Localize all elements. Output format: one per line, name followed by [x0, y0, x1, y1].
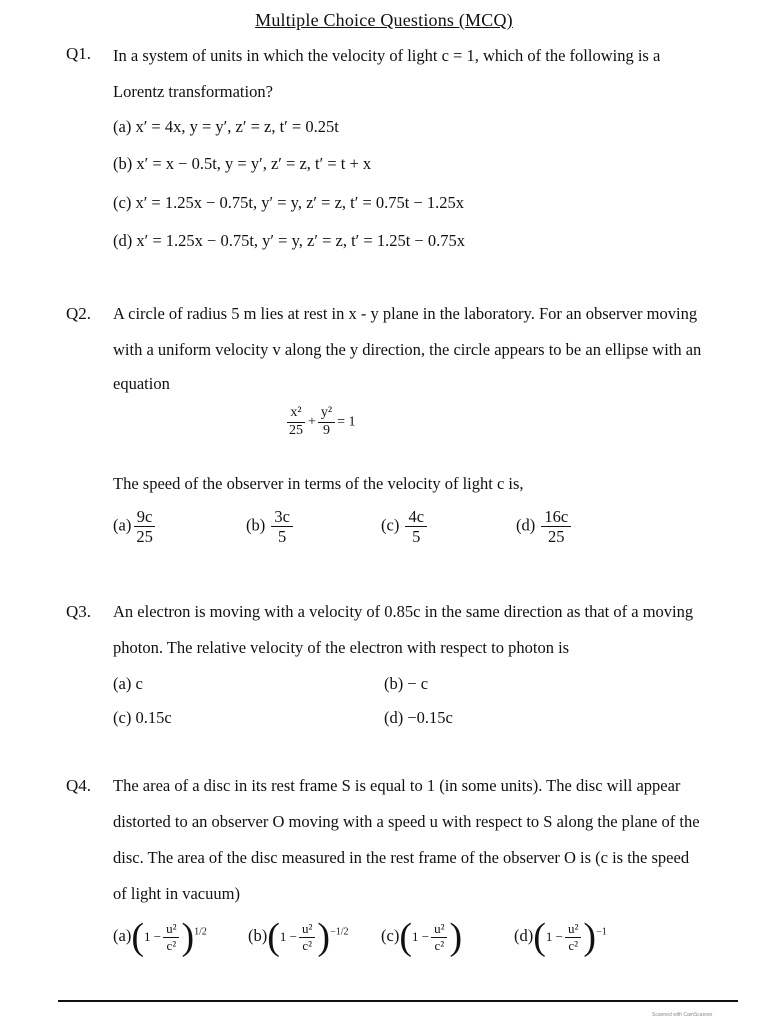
scanner-watermark: Scanned with CamScanner: [652, 1012, 713, 1018]
q2-option-d-label: (d): [516, 515, 536, 535]
q1-text-line-1: In a system of units in which the velocity of light c = 1, which of the following is a: [113, 46, 661, 65]
eq-rhs: = 1: [337, 414, 356, 430]
q2-option-a-num: 9c: [134, 508, 156, 527]
q2-text-line-2: with a uniform velocity v along the y direction, the circle appears to be an ellipse with an: [113, 340, 702, 359]
eq-y-denominator: 9: [323, 422, 330, 438]
q2-option-d: [516, 508, 573, 546]
q4-option-b-num: u²: [299, 922, 315, 938]
q4-option-d: (d)(1 − $\frac{\text{u²}}{\text{c²}}$ )$^{-1}$: [514, 916, 607, 958]
q4-option-d-den: c²: [568, 937, 579, 953]
question-number-2: Q2.: [66, 304, 92, 323]
q4-text-line-4: of light in vacuum): [113, 884, 240, 903]
q3-option-a: (a) c: [113, 674, 143, 693]
q2-text-line-1: A circle of radius 5 m lies at rest in x - y plane in the laboratory. For an observer moving: [113, 304, 698, 323]
q1-text-line-2: Lorentz transformation?: [113, 82, 273, 101]
q3-option-c: (c) 0.15c: [113, 708, 172, 727]
q2-option-c: [381, 508, 429, 546]
q4-option-d-num: u²: [565, 922, 581, 938]
q2-text-line-4: The speed of the observer in terms of the velocity of light c is,: [113, 474, 524, 493]
q3-text-line-1: An electron is moving with a velocity of 0.85c in the same direction as that of a moving: [113, 602, 694, 621]
q4-text-line-2: distorted to an observer O moving with a speed u with respect to S along the plane of the: [113, 812, 700, 831]
q2-option-c-den: 5: [412, 527, 421, 547]
q1-option-a: (a) x′ = 4x, y = y′, z′ = z, t′ = 0.25t: [113, 117, 339, 136]
q4-option-b-den: c²: [302, 937, 313, 953]
q2-text-line-3: equation: [113, 374, 170, 393]
q4-option-d-label: (d): [514, 925, 534, 945]
q4-option-b-exp: −1/2: [330, 926, 349, 938]
q4-option-b: (b)(1 − $\frac{\text{u²}}{\text{c²}}$ )$^{-1/2}$: [248, 916, 349, 958]
eq-x-denominator: 25: [289, 422, 303, 438]
q3-option-b: (b) − c: [384, 674, 429, 693]
q2-option-d-den: 25: [548, 527, 565, 547]
bottom-divider: [58, 1000, 738, 1002]
q4-option-c-num: u²: [431, 922, 447, 938]
q3-text-line-2: photon. The relative velocity of the electron with respect to photon is: [113, 638, 570, 657]
q4-option-a-num: u²: [163, 922, 179, 938]
q4-option-a-den: c²: [166, 937, 177, 953]
q4-option-b-label: (b): [248, 925, 268, 945]
q2-option-b-num: 3c: [271, 508, 293, 527]
q4-option-c-label: (c): [381, 925, 400, 945]
ellipse-equation: [284, 406, 356, 438]
q2-option-b-label: (b): [246, 515, 266, 535]
q4-option-c-den: c²: [434, 937, 445, 953]
question-number-1: Q1.: [66, 44, 92, 63]
q3-option-d: (d) −0.15c: [384, 708, 453, 727]
eq-plus: +: [308, 414, 316, 430]
q4-option-a: (a)(1 − $\frac{\text{u²}}{\text{c²}}$ )$^{1/2}$: [113, 916, 207, 958]
q2-option-b: [246, 508, 295, 546]
q4-option-d-one-minus: 1 −: [545, 928, 563, 944]
q2-option-c-label: (c): [381, 515, 400, 535]
q4-option-d-exp: −1: [596, 926, 607, 938]
q2-option-c-num: 4c: [405, 508, 427, 527]
q2-option-d-num: 16c: [541, 508, 571, 527]
q1-option-c: (c) x′ = 1.25x − 0.75t, y′ = y, z′ = z, t′ = 0.75t − 1.25x: [113, 193, 465, 212]
question-number-3: Q3.: [66, 602, 92, 621]
q4-option-a-one-minus: 1 −: [143, 928, 162, 944]
page-title: Multiple Choice Questions (MCQ): [255, 10, 513, 30]
q4-option-b-one-minus: 1 −: [279, 928, 297, 944]
q4-option-c: (c)(1 − $\frac{\text{u²}}{\text{c²}}$ ): [381, 916, 463, 958]
q2-option-a-label: (a): [113, 515, 132, 535]
q4-text-line-3: disc. The area of the disc measured in the rest frame of the observer O is (c is the speed: [113, 848, 690, 867]
q4-option-c-one-minus: 1 −: [411, 928, 430, 944]
eq-x-numerator: x²: [287, 406, 304, 423]
q4-option-a-label: (a): [113, 925, 132, 945]
q1-option-d: (d) x′ = 1.25x − 0.75t, y′ = y, z′ = z, t′ = 1.25t − 0.75x: [113, 231, 465, 250]
q1-option-b: (b) x′ = x − 0.5t, y = y′, z′ = z, t′ = t + x: [113, 154, 372, 173]
eq-y-numerator: y²: [318, 406, 335, 423]
q4-option-a-exp: 1/2: [194, 926, 207, 938]
q2-option-b-den: 5: [278, 527, 287, 547]
q2-option-a-den: 25: [136, 527, 153, 547]
q2-option-a: [113, 508, 158, 546]
question-number-4: Q4.: [66, 776, 92, 795]
q4-text-line-1: The area of a disc in its rest frame S is equal to 1 (in some units). The disc will appear: [113, 776, 681, 795]
